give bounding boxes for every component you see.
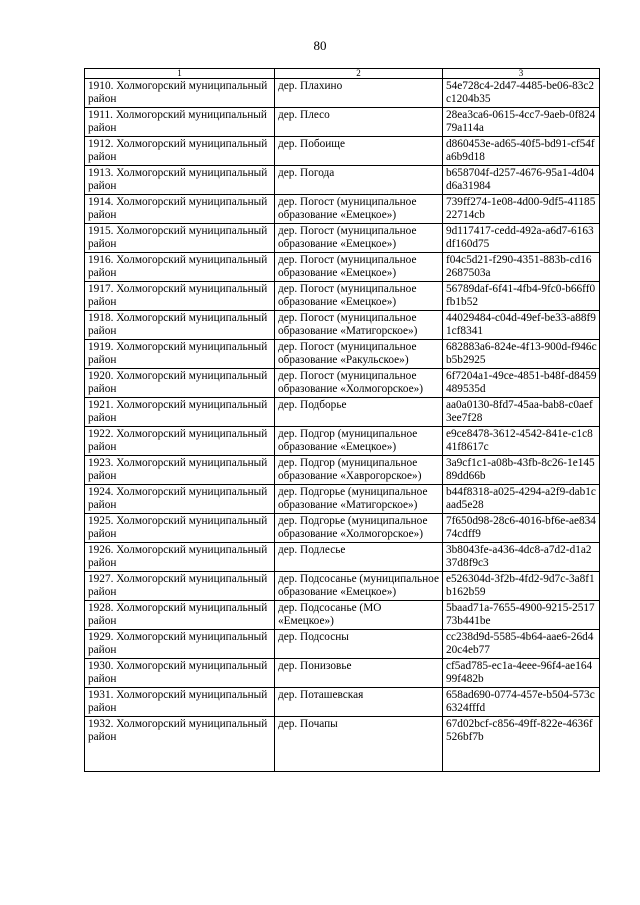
settlement-cell: дер. Подгор (муниципальное образование «Емецкое») <box>275 427 443 456</box>
district-cell: 1911. Холмогорский муниципальный район <box>85 108 275 137</box>
guid-cell: e526304d-3f2b-4fd2-9d7c-3a8f1b162b59 <box>443 572 600 601</box>
district-cell: 1920. Холмогорский муниципальный район <box>85 369 275 398</box>
guid-cell: 28ea3ca6-0615-4cc7-9aeb-0f82479a114a <box>443 108 600 137</box>
guid-cell: 44029484-c04d-49ef-be33-a88f91cf8341 <box>443 311 600 340</box>
table-row <box>85 659 600 688</box>
table-row <box>85 688 600 717</box>
district-cell: 1924. Холмогорский муниципальный район <box>85 485 275 514</box>
district-cell: 1919. Холмогорский муниципальный район <box>85 340 275 369</box>
guid-cell: 67d02bcf-c856-49ff-822e-4636f526bf7b <box>443 717 600 772</box>
column-header-3: 3 <box>443 69 600 79</box>
guid-cell: b44f8318-a025-4294-a2f9-dab1caad5e28 <box>443 485 600 514</box>
table-row <box>85 137 600 166</box>
settlement-cell: дер. Подгорье (муниципальное образование «Матигорское») <box>275 485 443 514</box>
settlement-cell: дер. Побоище <box>275 137 443 166</box>
district-cell: 1922. Холмогорский муниципальный район <box>85 427 275 456</box>
guid-cell: 56789daf-6f41-4fb4-9fc0-b66ff0fb1b52 <box>443 282 600 311</box>
table-row <box>85 427 600 456</box>
district-cell: 1914. Холмогорский муниципальный район <box>85 195 275 224</box>
guid-cell: 9d117417-cedd-492a-a6d7-6163df160d75 <box>443 224 600 253</box>
settlement-cell: дер. Подборье <box>275 398 443 427</box>
settlement-cell: дер. Погост (муниципальное образование «Емецкое») <box>275 282 443 311</box>
district-cell: 1931. Холмогорский муниципальный район <box>85 688 275 717</box>
district-cell: 1910. Холмогорский муниципальный район <box>85 79 275 108</box>
table-body <box>85 79 600 772</box>
settlement-cell: дер. Плахино <box>275 79 443 108</box>
district-cell: 1915. Холмогорский муниципальный район <box>85 224 275 253</box>
district-cell: 1927. Холмогорский муниципальный район <box>85 572 275 601</box>
table-row <box>85 108 600 137</box>
guid-cell: 6f7204a1-49ce-4851-b48f-d8459489535d <box>443 369 600 398</box>
table-row <box>85 456 600 485</box>
settlement-cell: дер. Подсосанье (МО «Емецкое») <box>275 601 443 630</box>
settlement-cell: дер. Погост (муниципальное образование «Емецкое») <box>275 224 443 253</box>
table-row <box>85 601 600 630</box>
column-header-1: 1 <box>85 69 275 79</box>
district-cell: 1928. Холмогорский муниципальный район <box>85 601 275 630</box>
guid-cell: 3b8043fe-a436-4dc8-a7d2-d1a237d8f9c3 <box>443 543 600 572</box>
district-cell: 1912. Холмогорский муниципальный район <box>85 137 275 166</box>
table-row <box>85 514 600 543</box>
settlement-cell: дер. Погост (муниципальное образование «Емецкое») <box>275 253 443 282</box>
table-row <box>85 398 600 427</box>
table-row <box>85 166 600 195</box>
settlement-cell: дер. Почапы <box>275 717 443 772</box>
guid-cell: cc238d9d-5585-4b64-aae6-26d420c4eb77 <box>443 630 600 659</box>
guid-cell: 739ff274-1e08-4d00-9df5-4118522714cb <box>443 195 600 224</box>
district-cell: 1913. Холмогорский муниципальный район <box>85 166 275 195</box>
table-row <box>85 572 600 601</box>
district-cell: 1932. Холмогорский муниципальный район <box>85 717 275 772</box>
settlement-cell: дер. Плесо <box>275 108 443 137</box>
settlement-cell: дер. Подгорье (муниципальное образование «Холмогорское») <box>275 514 443 543</box>
guid-cell: 54e728c4-2d47-4485-be06-83c2c1204b35 <box>443 79 600 108</box>
settlement-cell: дер. Подгор (муниципальное образование «Хаврогорское») <box>275 456 443 485</box>
guid-cell: f04c5d21-f290-4351-883b-cd162687503a <box>443 253 600 282</box>
settlement-cell: дер. Погост (муниципальное образование «Матигорское») <box>275 311 443 340</box>
table-row <box>85 630 600 659</box>
guid-cell: 682883a6-824e-4f13-900d-f946cb5b2925 <box>443 340 600 369</box>
column-header-2: 2 <box>275 69 443 79</box>
settlement-registry-table <box>84 68 600 772</box>
table-row <box>85 485 600 514</box>
district-cell: 1917. Холмогорский муниципальный район <box>85 282 275 311</box>
district-cell: 1916. Холмогорский муниципальный район <box>85 253 275 282</box>
table-row <box>85 340 600 369</box>
settlement-cell: дер. Погода <box>275 166 443 195</box>
guid-cell: b658704f-d257-4676-95a1-4d04d6a31984 <box>443 166 600 195</box>
district-cell: 1923. Холмогорский муниципальный район <box>85 456 275 485</box>
district-cell: 1918. Холмогорский муниципальный район <box>85 311 275 340</box>
district-cell: 1929. Холмогорский муниципальный район <box>85 630 275 659</box>
guid-cell: e9ce8478-3612-4542-841e-c1c841f8617c <box>443 427 600 456</box>
district-cell: 1926. Холмогорский муниципальный район <box>85 543 275 572</box>
table-row <box>85 543 600 572</box>
guid-cell: cf5ad785-ec1a-4eee-96f4-ae16499f482b <box>443 659 600 688</box>
table-row <box>85 224 600 253</box>
guid-cell: d860453e-ad65-40f5-bd91-cf54fa6b9d18 <box>443 137 600 166</box>
page-number: 80 <box>313 38 327 53</box>
table-row <box>85 717 600 772</box>
district-cell: 1921. Холмогорский муниципальный район <box>85 398 275 427</box>
guid-cell: 5baad71a-7655-4900-9215-251773b441be <box>443 601 600 630</box>
guid-cell: 3a9cf1c1-a08b-43fb-8c26-1e14589dd66b <box>443 456 600 485</box>
table-row <box>85 282 600 311</box>
settlement-cell: дер. Понизовье <box>275 659 443 688</box>
district-cell: 1930. Холмогорский муниципальный район <box>85 659 275 688</box>
settlement-cell: дер. Поташевская <box>275 688 443 717</box>
table-row <box>85 253 600 282</box>
settlement-cell: дер. Погост (муниципальное образование «Ракульское») <box>275 340 443 369</box>
table-header-row <box>85 69 600 79</box>
guid-cell: 658ad690-0774-457e-b504-573c6324fffd <box>443 688 600 717</box>
settlement-cell: дер. Погост (муниципальное образование «Холмогорское») <box>275 369 443 398</box>
table-row <box>85 369 600 398</box>
guid-cell: aa0a0130-8fd7-45aa-bab8-c0aef3ee7f28 <box>443 398 600 427</box>
settlement-cell: дер. Подлесье <box>275 543 443 572</box>
table-row <box>85 195 600 224</box>
guid-cell: 7f650d98-28c6-4016-bf6e-ae83474cdff9 <box>443 514 600 543</box>
settlement-cell: дер. Подсосны <box>275 630 443 659</box>
table-row <box>85 79 600 108</box>
settlement-cell: дер. Погост (муниципальное образование «Емецкое») <box>275 195 443 224</box>
settlement-cell: дер. Подсосанье (муниципальное образование «Емецкое») <box>275 572 443 601</box>
table-row <box>85 311 600 340</box>
district-cell: 1925. Холмогорский муниципальный район <box>85 514 275 543</box>
